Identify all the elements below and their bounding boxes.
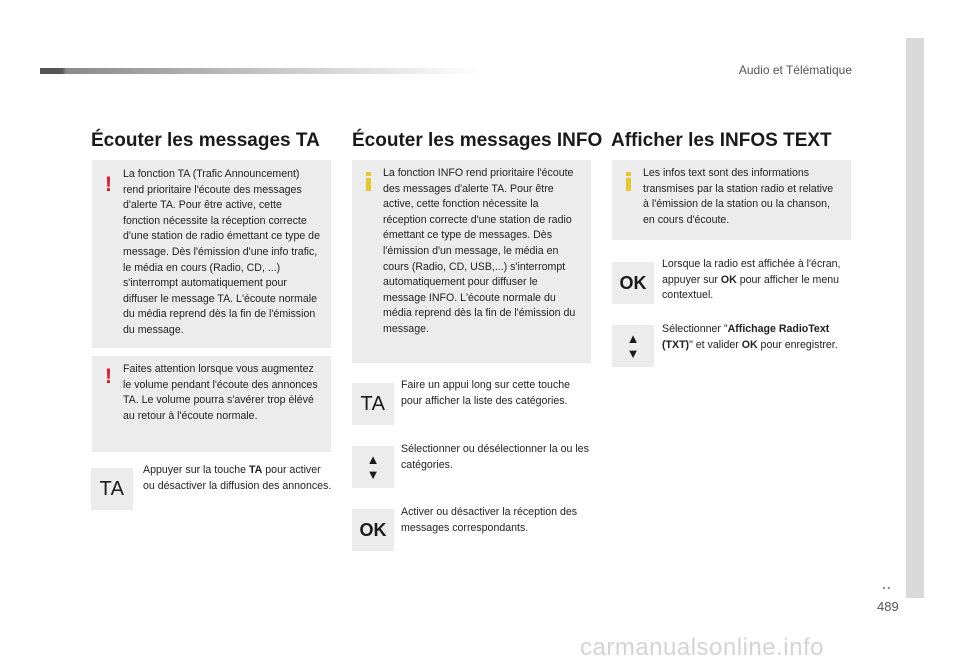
up-arrow-icon: ▲ — [366, 452, 380, 467]
ok-key-icon — [612, 262, 654, 304]
up-down-arrows-icon — [352, 446, 394, 488]
ta-key-icon — [91, 468, 133, 510]
ok-key-label: OK — [359, 519, 387, 540]
section-header: Audio et Télématique — [738, 63, 852, 77]
col3-title: Afficher les INFOS TEXT — [611, 130, 832, 151]
col2-step3-text: Activer ou désactiver la réception des messages correspondants. — [401, 506, 578, 534]
col1-caution-box — [92, 356, 331, 452]
page-dots: .. — [882, 576, 892, 592]
step-text: pour enregistrer. — [757, 338, 838, 351]
col1-step1-text — [143, 463, 333, 494]
step-bold: Affichage RadioText (TXT) — [662, 323, 830, 351]
col3-step1-text — [662, 257, 854, 304]
col3-step2-text — [662, 322, 854, 353]
step-text: Sélectionner " — [662, 323, 728, 335]
ta-key-label: TA — [99, 477, 125, 500]
down-arrow-icon: ▼ — [366, 467, 380, 482]
step-text: pour activer ou désactiver la diffusion des annonces. — [143, 464, 332, 492]
col1-title: Écouter les messages TA — [91, 130, 320, 151]
step-bold: OK — [741, 338, 758, 351]
col1-warning-text: La fonction TA (Trafic Announcement) rend prioritaire l'écoute des messages d'alerte TA. Pour être active, cette fonction nécessite la réception correcte d'une station de radio émettant ce type de message. Dès l'émission d'une info trafic, le média en cours (Radio, CD, ...) s'interrompt automatiquement pour diffuser le message TA. L'écoute normale du média reprend dès la fin de l'émission du message. — [123, 168, 320, 336]
step-text: Appuyer sur la touche — [143, 464, 249, 476]
col2-step2-text: Sélectionner ou désélectionner la ou les catégories. — [401, 443, 589, 471]
ta-key-icon — [352, 383, 394, 425]
step-bold: OK — [720, 273, 737, 286]
step-text: Lorsque la radio est affichée à l'écran, appuyer sur — [662, 258, 841, 286]
up-down-arrows-icon — [612, 325, 654, 367]
header-gradient-bar — [40, 68, 480, 74]
page-edge-strip — [906, 38, 924, 598]
page-number: 489 — [877, 599, 899, 614]
ta-key-label: TA — [360, 392, 386, 415]
step-text: " et valider — [689, 338, 742, 351]
warning-icon: ! — [105, 365, 112, 388]
col1-warning-box — [92, 160, 331, 348]
down-arrow-icon: ▼ — [626, 346, 640, 361]
col2-info-box — [352, 160, 591, 363]
step-bold: TA — [249, 464, 263, 476]
step-text: pour afficher le menu contextuel. — [662, 273, 840, 302]
col1-caution-text: Faites attention lorsque vous augmentez le volume pendant l'écoute des annonces TA. Le volume pourra s'avérer trop élévé au retour à l'écoute normale. — [123, 363, 318, 422]
up-arrow-icon: ▲ — [626, 331, 640, 346]
ok-key-label: OK — [619, 272, 647, 293]
col3-info-text: Les infos text sont des informations transmises par la station radio et relative à l'émission de la station ou la chanson, en cours d'écoute. — [643, 167, 834, 226]
warning-icon: ! — [105, 173, 112, 196]
col2-title: Écouter les messages INFO — [352, 130, 603, 151]
col3-info-box — [612, 160, 851, 240]
watermark: carmanualsonline.info — [580, 634, 824, 661]
info-icon — [626, 172, 631, 189]
col2-step1-text: Faire un appui long sur cette touche pour afficher la liste des catégories. — [401, 379, 571, 407]
col2-info-text: La fonction INFO rend prioritaire l'écoute des messages d'alerte TA. Pour être active, cette fonction nécessite la réception correcte d'une station de radio émettant ce type de messages. Dès l'émission d'un message, le média en cours (Radio, CD, USB,...) s'interrompt automatiquement pour diffuser le message INFO. L'écoute normale du média reprend dès la fin de l'émission du message. — [383, 167, 576, 335]
info-icon — [366, 172, 371, 189]
ok-key-icon — [352, 509, 394, 551]
